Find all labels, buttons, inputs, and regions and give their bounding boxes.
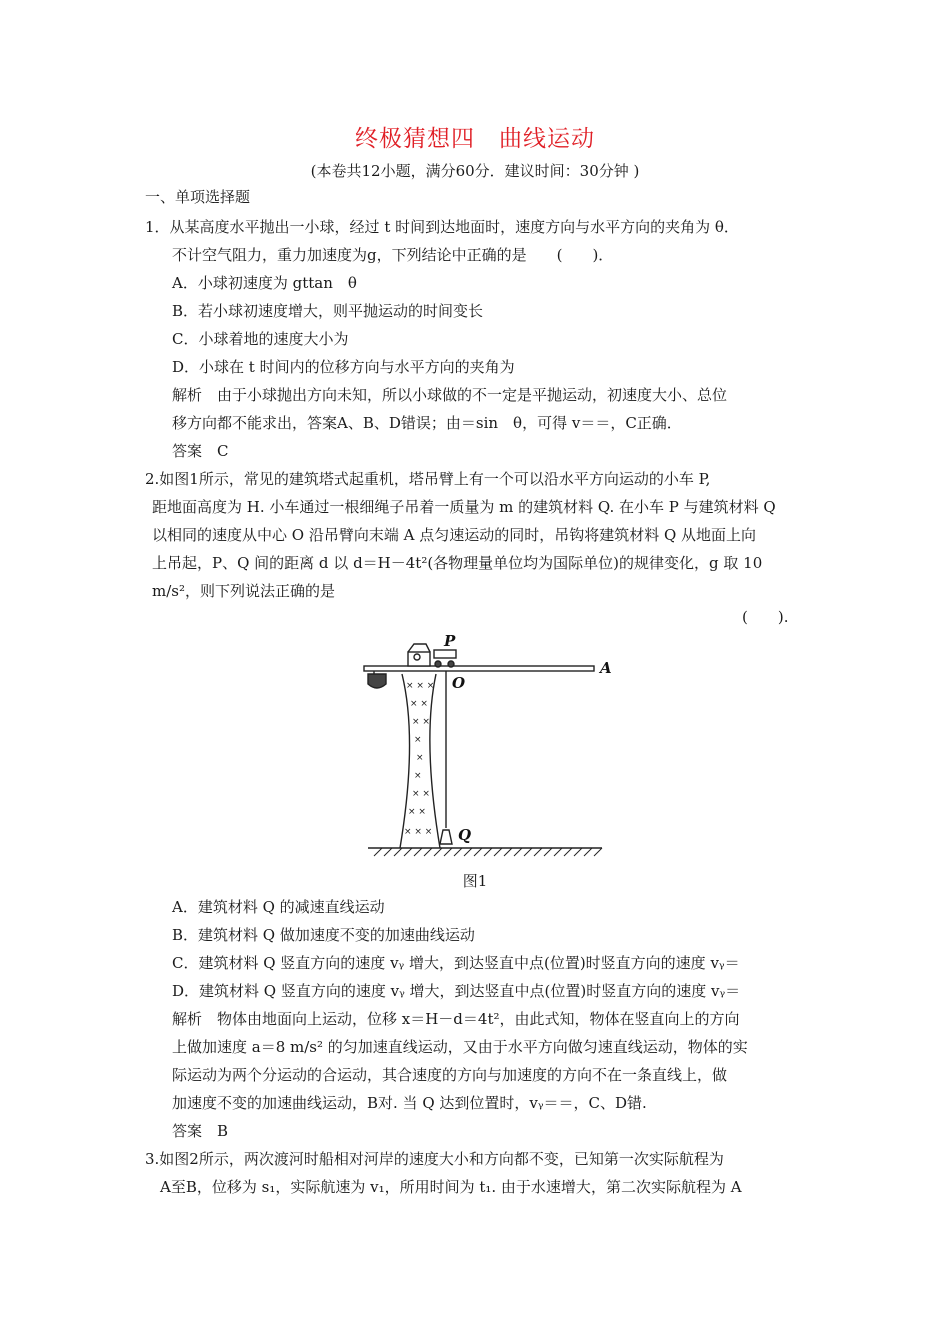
svg-text:×: × (414, 735, 422, 745)
page-title: 终极猜想四 曲线运动 (355, 126, 595, 152)
q2-explanation-line4: 加速度不变的加速曲线运动，B对. 当 Q 达到位置时，vᵧ＝＝，C、D错. (172, 1094, 647, 1112)
q1-option-c: C．小球着地的速度大小为 (172, 330, 349, 348)
q2-stem-line5: m/s²，则下列说法正确的是 (152, 582, 335, 600)
q1-option-b: B．若小球初速度增大，则平抛运动的时间变长 (172, 302, 484, 320)
q1-stem-line2: 不计空气阻力，重力加速度为g，下列结论中正确的是 ( )． (172, 246, 614, 264)
q1-option-d: D．小球在 t 时间内的位移方向与水平方向的夹角为 (172, 358, 515, 376)
q2-explanation-line1: 解析 物体由地面向上运动，位移 x＝H－d＝4t²，由此式知，物体在竖直向上的方向 (172, 1010, 740, 1028)
svg-text:× ×: × × (408, 807, 426, 817)
q2-option-d: D．建筑材料 Q 竖直方向的速度 vᵧ 增大，到达竖直中点(位置)时竖直方向的速度 vᵧ＝ (172, 982, 741, 1000)
section-heading: 一、单项选择题 (145, 188, 251, 206)
figure-caption: 图1 (462, 872, 488, 890)
q2-explanation-line2: 上做加速度 a＝8 m/s² 的匀加速直线运动，又由于水平方向做匀速直线运动，物体的实 (172, 1038, 748, 1056)
q2-answer: 答案 B (172, 1122, 229, 1140)
q2-option-c: C．建筑材料 Q 竖直方向的速度 vᵧ 增大，到达竖直中点(位置)时竖直方向的速度 vᵧ＝ (172, 954, 740, 972)
q2-option-b: B．建筑材料 Q 做加速度不变的加速曲线运动 (172, 926, 475, 944)
svg-text:× × ×: × × × (406, 681, 435, 691)
ground-hatching (374, 848, 602, 856)
label-o: O (452, 674, 466, 692)
q1-stem-line1: 1．从某高度水平抛出一小球，经过 t 时间到达地面时，速度方向与水平方向的夹角为 θ． (145, 218, 739, 236)
svg-text:×: × (414, 771, 422, 781)
label-a: A (600, 659, 612, 677)
q2-answer-bracket: ( ). (742, 608, 789, 626)
q3-stem-line1: 3.如图2所示，两次渡河时船相对河岸的速度大小和方向都不变，已知第一次实际航程为 (145, 1150, 724, 1168)
q1-answer: 答案 C (172, 442, 229, 460)
svg-text:× ×: × × (412, 789, 430, 799)
q1-option-a: A．小球初速度为 gttan θ (172, 274, 357, 292)
q1-explanation-line1: 解析 由于小球抛出方向未知，所以小球做的不一定是平抛运动，初速度大小、总位 (172, 386, 728, 404)
q2-stem-line2: 距地面高度为 H. 小车通过一根细绳子吊着一质量为 m 的建筑材料 Q. 在小车 P 与建筑材料 Q (152, 498, 776, 516)
svg-text:×: × (416, 753, 424, 763)
q2-option-a: A．建筑材料 Q 的减速直线运动 (172, 898, 385, 916)
svg-text:× × ×: × × × (404, 827, 433, 837)
q1-explanation-line2: 移方向都不能求出，答案A、B、D错误；由＝sin θ，可得 v＝＝，C正确． (172, 414, 682, 432)
label-q: Q (458, 826, 472, 844)
q2-stem-line1: 2.如图1所示，常见的建筑塔式起重机，塔吊臂上有一个可以沿水平方向运动的小车 P, (145, 470, 711, 488)
q3-stem-line2: A至B，位移为 s₁，实际航速为 v₁，所用时间为 t₁. 由于水速增大，第二次实际航程为 A (160, 1178, 742, 1196)
exam-info: (本卷共12小题，满分60分．建议时间：30分钟 ) (310, 162, 640, 180)
q2-stem-line4: 上吊起，P、Q 间的距离 d 以 d＝H－4t²(各物理量单位均为国际单位)的规律变化，g 取 10 (152, 554, 763, 572)
svg-text:× ×: × × (410, 699, 428, 709)
svg-text:× ×: × × (412, 717, 430, 727)
q2-stem-line3: 以相同的速度从中心 O 沿吊臂向末端 A 点匀速运动的同时，吊钩将建筑材料 Q 从地面上向 (152, 526, 757, 544)
crane-figure (360, 630, 620, 860)
label-p: P (444, 632, 456, 650)
q2-explanation-line3: 际运动为两个分运动的合运动，其合速度的方向与加速度的方向不在一条直线上，做 (172, 1066, 728, 1084)
